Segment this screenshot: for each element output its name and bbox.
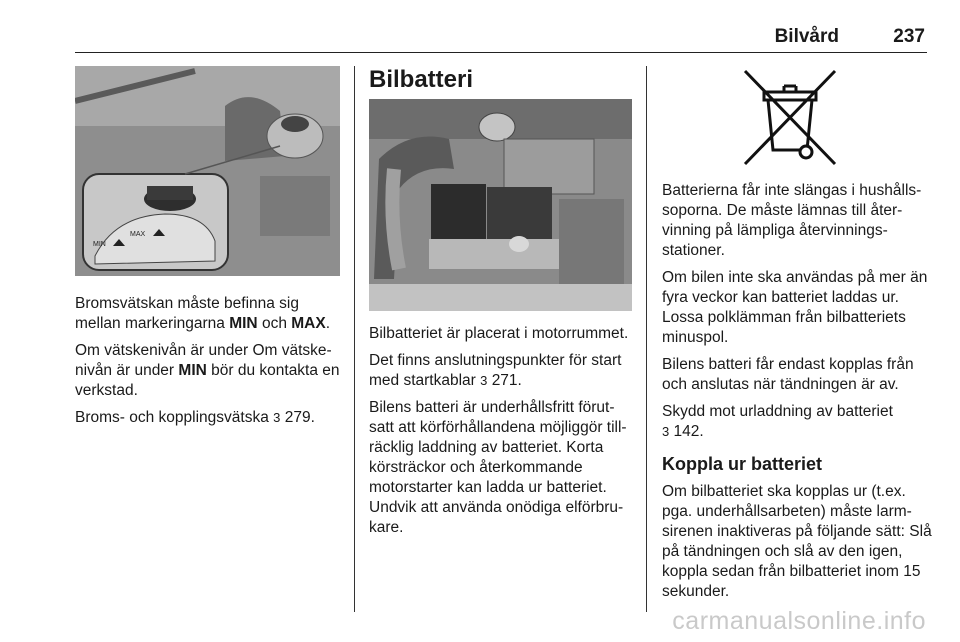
- section-title: Bilvård: [774, 26, 839, 47]
- section-heading: Bilbatteri: [369, 66, 474, 93]
- watermark: carmanualsonline.info: [672, 607, 926, 635]
- paragraph: Bilens batteri är underhållsfritt förut-satt att körförhållandena möjliggör till-räcklig laddning av batteriet. Korta körsträckor och återkommande motorstarter kan ladda ur batteriet. Undvik att använda onödiga elförbru-kare.: [369, 399, 627, 536]
- brake-fluid-reservoir-figure: [75, 66, 340, 276]
- page-header: [75, 22, 927, 53]
- page-reference-arrow-icon: 3: [662, 424, 670, 439]
- subsection-heading: Koppla ur batteriet: [662, 454, 823, 474]
- paragraph: Broms- och kopplingsvätska 3 279.: [75, 409, 315, 426]
- paragraph: Bilbatteriet är placerat i motorrummet.: [369, 325, 629, 342]
- page-reference[interactable]: 279.: [284, 409, 315, 426]
- page-reference[interactable]: 271.: [491, 372, 522, 389]
- page-reference-arrow-icon: 3: [480, 373, 488, 388]
- crossed-out-wheelie-bin-icon: [740, 66, 840, 166]
- paragraph: Om vätskenivån är under Om vätske-nivån är under MIN bör du kontakta en verkstad.: [75, 342, 340, 399]
- paragraph: Skydd mot urladdning av batteriet 3 142.: [662, 403, 893, 440]
- engine-bay-battery-figure: [369, 99, 632, 311]
- page-reference-arrow-icon: 3: [273, 410, 281, 425]
- column-divider: [646, 66, 647, 612]
- paragraph: Om bilbatteriet ska kopplas ur (t.ex. pga. underhållsarbeten) måste larm-sirenen inaktiveras på följande sätt: Slå på tändningen och slå av den igen, koppla sedan från bilbatteriet inom 15 sekunder.: [662, 483, 932, 600]
- max-marking-label: MAX: [130, 231, 146, 238]
- column-divider: [354, 66, 355, 612]
- middle-column-text: [369, 324, 639, 545]
- left-column-text: [75, 294, 345, 435]
- paragraph: Bilens batteri får endast kopplas från och anslutas när tändningen är av.: [662, 356, 914, 393]
- min-marking-label: MIN: [93, 241, 106, 248]
- paragraph: Batterierna får inte slängas i hushålls-soporna. De måste lämnas till åter-vinning på lämpliga återvinnings-stationer.: [662, 182, 922, 259]
- page-number: 237: [893, 26, 925, 47]
- paragraph: Om bilen inte ska användas på mer än fyra veckor kan batteriet laddas ur. Lossa polklämman från bilbatteriets minuspol.: [662, 269, 928, 346]
- page-reference[interactable]: 142.: [673, 423, 704, 440]
- paragraph: Det finns anslutningspunkter för start med startkablar 3 271.: [369, 352, 622, 389]
- paragraph: Bromsvätskan måste befinna sig mellan markeringarna MIN och MAX.: [75, 295, 331, 332]
- right-column-text: [662, 181, 932, 609]
